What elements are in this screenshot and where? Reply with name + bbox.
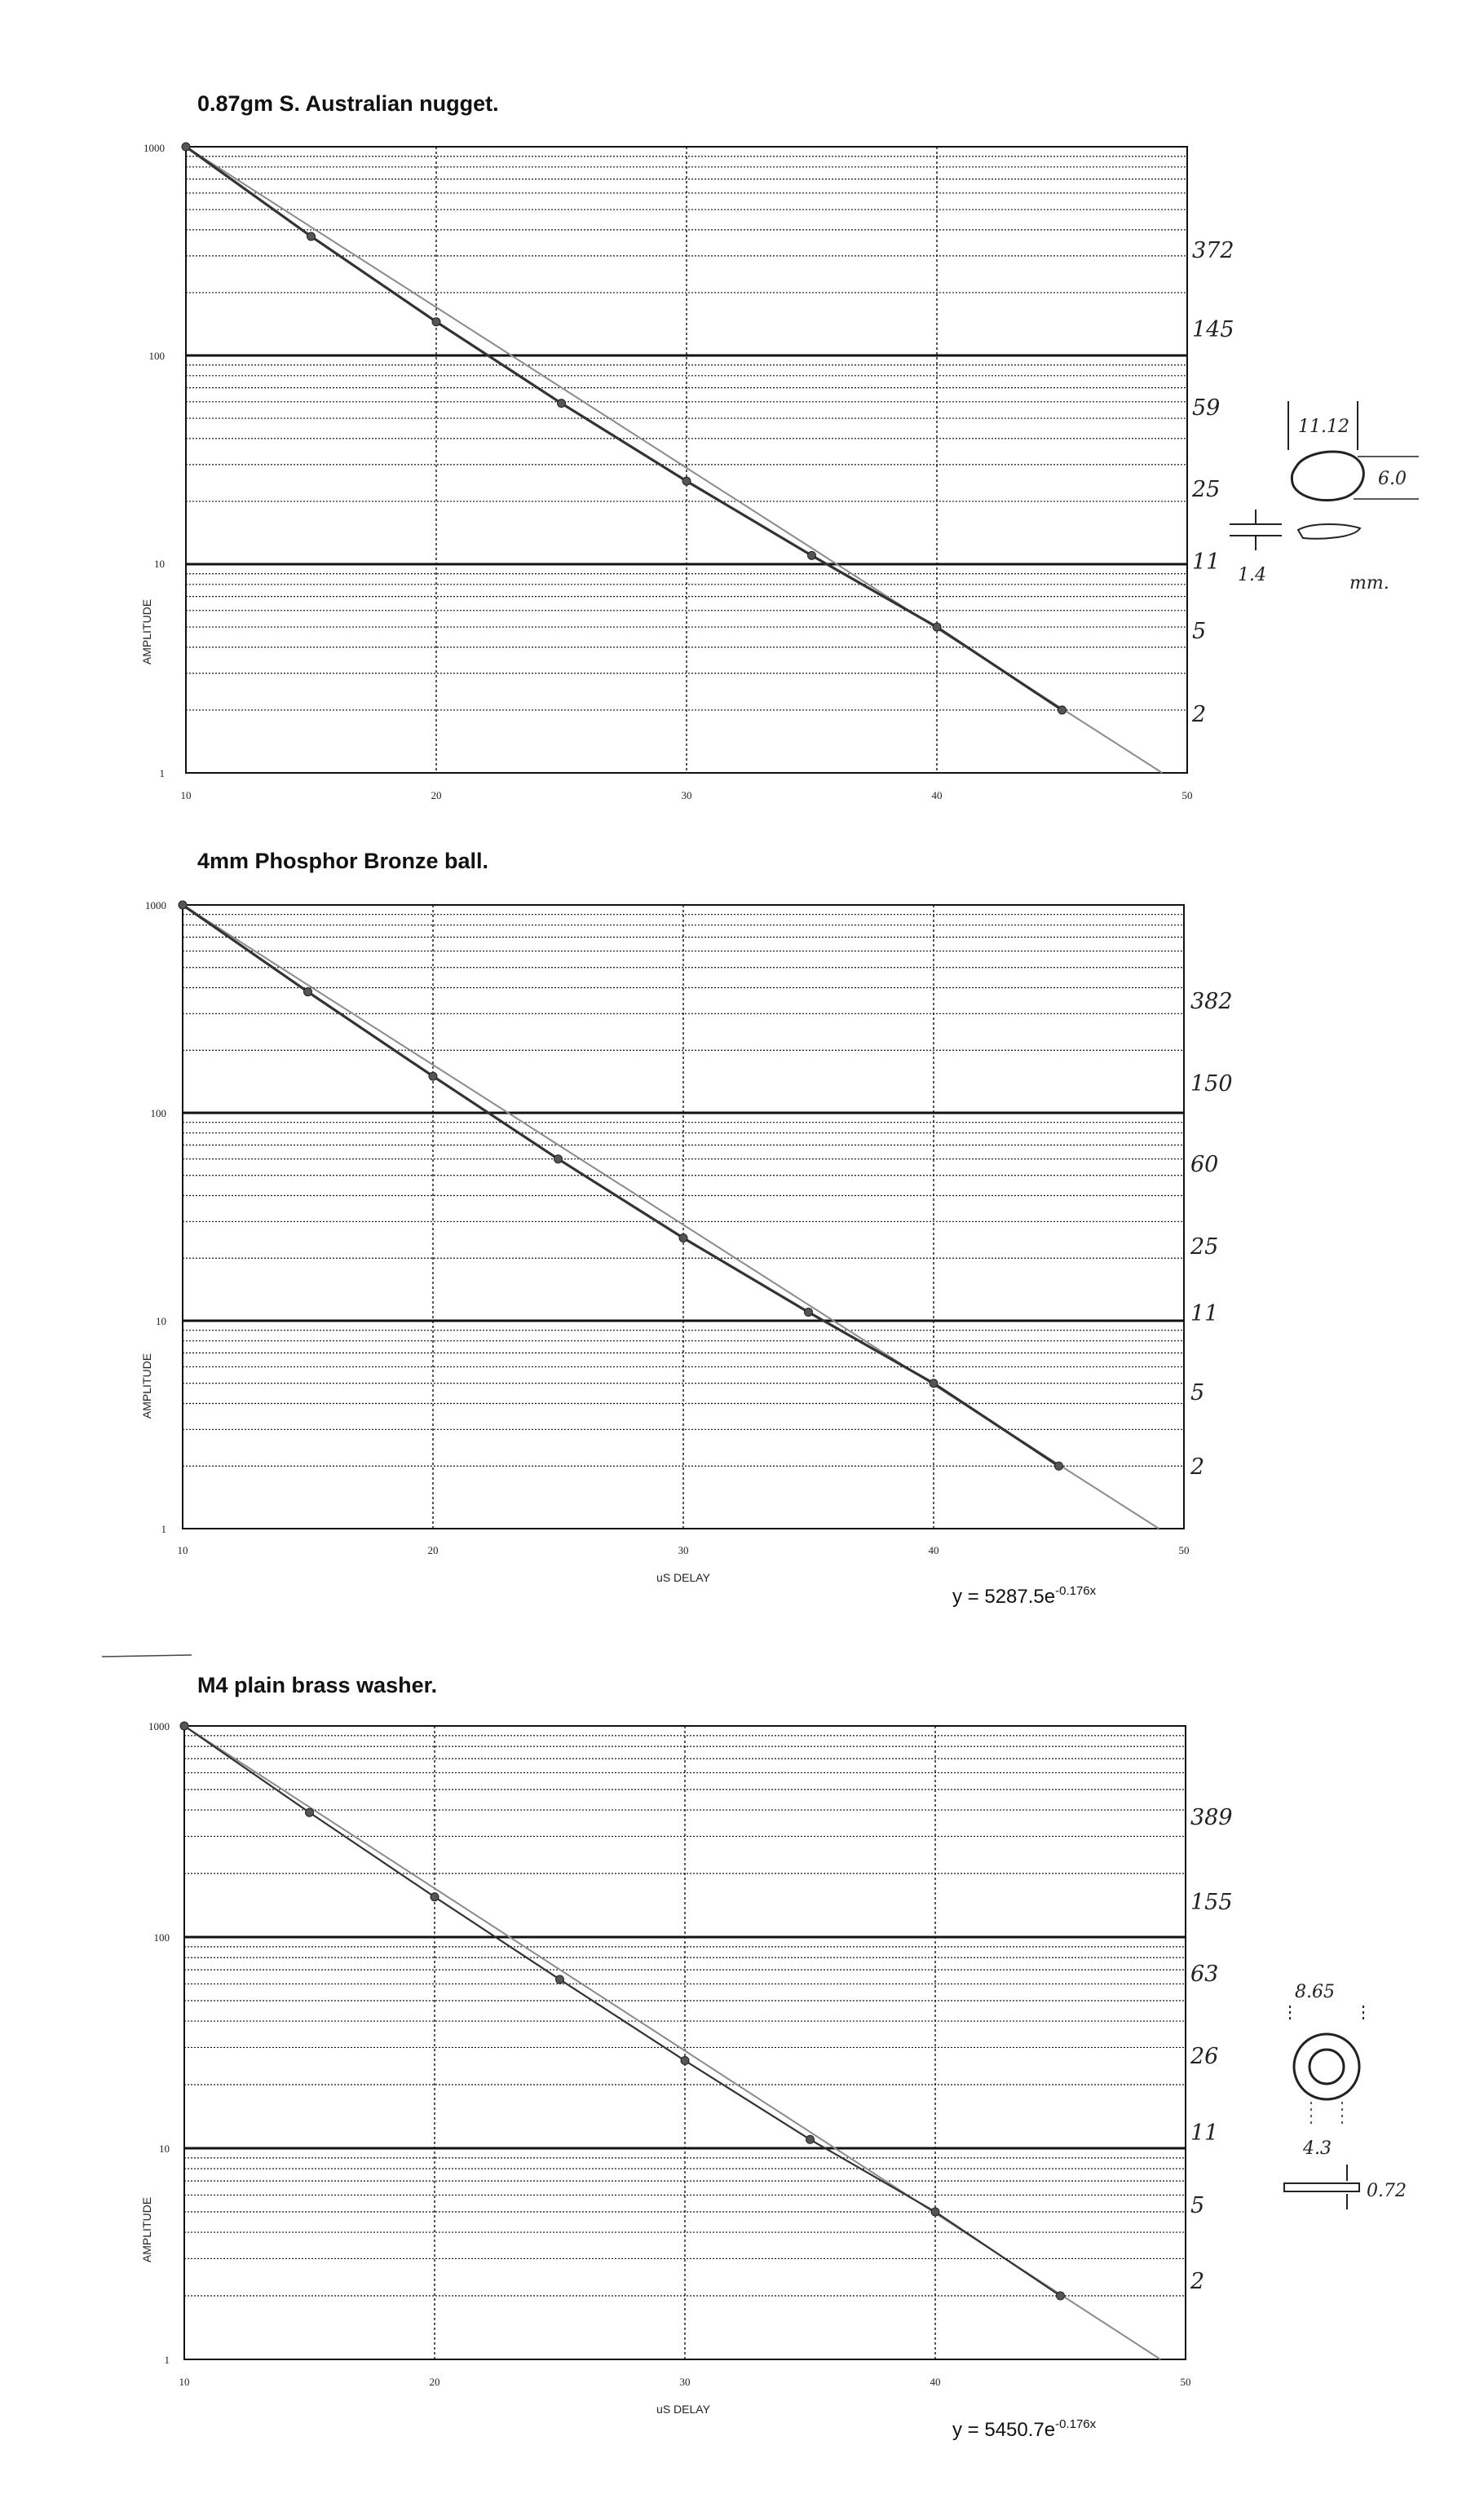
x-tick-label: 40 [928,1544,939,1556]
plot-area [182,143,1187,773]
handwritten-value: 155 [1190,1890,1233,1915]
nugget-outline-icon [1292,452,1363,501]
y-tick-label: 1000 [148,1720,170,1732]
handwritten-value: 2 [1192,702,1207,727]
sketch-thickness-label: 0.72 [1367,2181,1407,2201]
handwritten-value: 5 [1190,2193,1205,2218]
data-point [179,901,187,909]
washer-sketch [1284,1982,1407,2209]
handwritten-value: 59 [1192,395,1221,421]
handwritten-values [1191,238,1234,727]
data-point [1057,2292,1065,2300]
data-point [558,399,566,408]
data-point [304,988,312,996]
washer-inner-icon [1310,2050,1344,2084]
x-tick-label: 40 [931,789,943,801]
y-axis-label: AMPLITUDE [140,598,153,665]
handwritten-values [1190,989,1233,1480]
chart-title: M4 plain brass washer. [197,1673,438,1697]
tick-labels [144,142,1193,801]
handwritten-value: 150 [1190,1071,1233,1097]
handwritten-value: 372 [1192,238,1234,263]
sketch-width-label: 6.0 [1378,469,1407,489]
scan-mark [102,1655,192,1657]
handwritten-value: 11 [1190,1301,1219,1326]
data-point [554,1155,563,1163]
y-tick-label: 10 [156,1315,166,1327]
data-point [933,623,941,631]
chart-bronze-ball [140,849,1233,1608]
x-tick-label: 20 [427,1544,439,1556]
y-axis-label: AMPLITUDE [140,2196,153,2263]
chart-title: 0.87gm S. Australian nugget. [197,91,499,116]
sketch-unit-label: mm. [1349,573,1389,594]
x-tick-label: 20 [431,789,442,801]
y-axis-label: AMPLITUDE [140,1353,153,1419]
y-tick-label: 10 [159,2143,170,2155]
handwritten-value: 145 [1192,317,1234,342]
y-tick-label: 1 [164,2354,170,2366]
chart-brass-washer [140,1673,1407,2441]
handwritten-value: 5 [1190,1380,1205,1406]
data-point [431,1893,439,1901]
handwritten-value: 60 [1190,1152,1219,1177]
data-point [682,477,691,485]
x-tick-label: 50 [1181,789,1193,801]
y-tick-label: 100 [153,1931,170,1944]
handwritten-value: 26 [1190,2044,1219,2069]
handwritten-value: 25 [1192,477,1221,502]
data-point [306,1808,314,1816]
washer-profile-icon [1284,2183,1359,2191]
handwritten-value: 5 [1192,619,1207,644]
y-tick-label: 100 [148,350,165,362]
nugget-sketch [1230,401,1419,594]
data-point [806,2135,815,2143]
nugget-profile-icon [1298,524,1360,539]
x-tick-label: 50 [1180,2376,1191,2388]
handwritten-value: 389 [1190,1805,1233,1830]
handwritten-value: 382 [1190,989,1233,1014]
y-tick-label: 100 [150,1107,166,1119]
plot-area [179,901,1184,1529]
x-tick-label: 40 [930,2376,941,2388]
data-point [429,1072,437,1080]
x-tick-label: 20 [429,2376,440,2388]
handwritten-values [1190,1805,1233,2294]
x-tick-label: 30 [678,1544,689,1556]
data-point [556,1975,564,1984]
handwritten-value: 2 [1190,1454,1205,1480]
data-point [808,551,816,559]
handwritten-value: 63 [1190,1962,1219,1987]
data-point [1058,706,1067,714]
chart-title: 4mm Phosphor Bronze ball. [197,849,489,873]
data-point [930,1379,938,1388]
x-tick-label: 10 [179,2376,190,2388]
data-point [679,1234,687,1242]
y-tick-label: 1 [159,767,165,779]
data-point [432,318,440,326]
data-point [681,2057,689,2065]
y-tick-label: 1000 [144,142,165,154]
fit-equation: y = 5450.7e-0.176x [952,2417,1097,2441]
sketch-inner-label: 4.3 [1303,2138,1332,2159]
plot-area [180,1722,1186,2359]
sketch-thickness-label: 1.4 [1238,565,1266,585]
data-point [805,1308,813,1316]
fit-equation: y = 5287.5e-0.176x [952,1584,1097,1608]
handwritten-value: 11 [1192,549,1221,575]
data-point [307,232,316,241]
data-point [180,1722,188,1730]
sketch-length-label: 11.12 [1298,417,1349,437]
y-tick-label: 10 [154,558,165,570]
x-tick-label: 30 [679,2376,691,2388]
y-tick-label: 1000 [145,899,166,911]
x-tick-label: 30 [681,789,692,801]
chart-nugget [140,91,1419,801]
x-tick-label: 50 [1178,1544,1190,1556]
y-tick-label: 1 [161,1523,166,1535]
handwritten-value: 2 [1190,2269,1205,2294]
x-axis-label: uS DELAY [656,2403,710,2416]
tick-labels [148,1720,1191,2388]
handwritten-value: 25 [1190,1234,1219,1260]
washer-outer-icon [1294,2034,1359,2099]
sketch-outer-label: 8.65 [1295,1982,1335,2002]
data-point [1055,1462,1063,1470]
x-tick-label: 10 [177,1544,188,1556]
x-tick-label: 10 [180,789,192,801]
x-axis-label: uS DELAY [656,1571,710,1584]
data-point [931,2208,939,2216]
data-point [182,143,190,151]
handwritten-value: 11 [1190,2121,1219,2146]
